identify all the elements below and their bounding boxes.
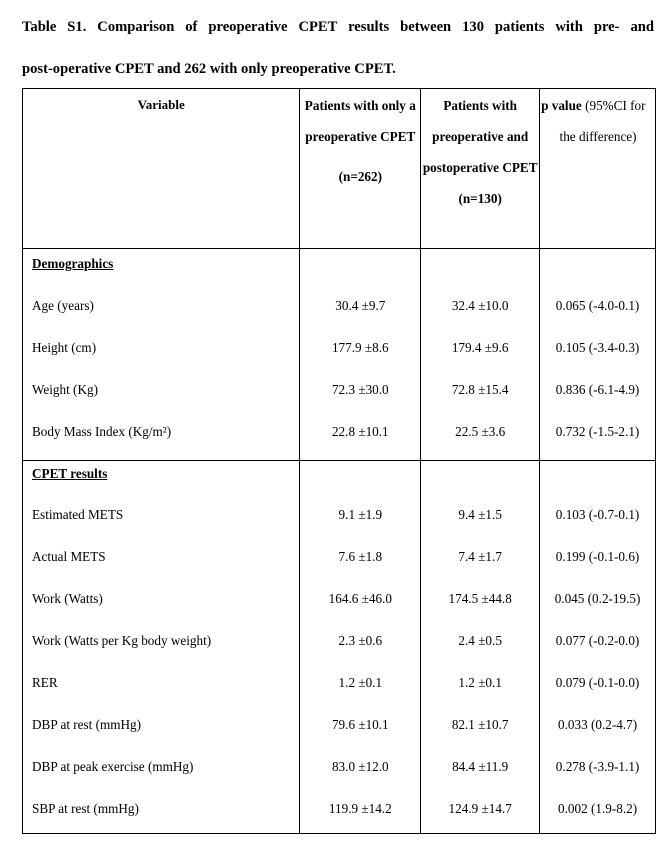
section-demographics — [23, 249, 656, 461]
caption-line-2: post-operative CPET and 262 with only preoperative CPET. — [22, 61, 396, 77]
table-caption — [22, 6, 654, 90]
row-pre-post: 179.4 ±9.6 — [451, 340, 509, 355]
row-pre-post: 32.4 ±10.0 — [451, 298, 509, 313]
row-p-value: 0.002 (1.9-8.2) — [557, 801, 638, 816]
header-only-pre-line: preoperative CPET — [305, 129, 416, 144]
row-p-value: 0.065 (-4.0-0.1) — [555, 298, 640, 313]
header-p-value-ci-2: the difference) — [559, 129, 637, 144]
row-only-pre: 30.4 ±9.7 — [335, 298, 386, 313]
row-variable: DBP at rest (mmHg) — [32, 717, 142, 732]
header-pre-post — [421, 89, 540, 249]
comparison-table — [22, 88, 656, 834]
row-variable: Work (Watts) — [32, 591, 103, 606]
row-p-value: 0.103 (-0.7-0.1) — [555, 507, 640, 522]
row-pre-post: 9.4 ±1.5 — [458, 507, 502, 522]
section-cpet-results — [23, 461, 656, 834]
header-pre-post-line: postoperative CPET — [422, 160, 538, 175]
row-p-value: 0.199 (-0.1-0.6) — [555, 549, 640, 564]
cpet-only-pre-cell — [300, 461, 421, 834]
row-variable: Work (Watts per Kg body weight) — [32, 633, 212, 648]
row-p-value: 0.836 (-6.1-4.9) — [555, 382, 640, 397]
header-p-value-bold: p value — [541, 98, 582, 113]
cpet-pre-post-cell — [421, 461, 540, 834]
row-pre-post: 124.9 ±14.7 — [448, 801, 512, 816]
row-p-value: 0.045 (0.2-19.5) — [554, 591, 641, 606]
row-pre-post: 22.5 ±3.6 — [455, 424, 506, 439]
section-title: CPET results — [32, 466, 108, 481]
header-pre-post-line: Patients with — [443, 98, 517, 113]
caption-line-1: Table S1. Comparison of preoperative CPET results between 130 patients with pre- and — [22, 19, 654, 35]
cpet-variables-cell — [23, 461, 300, 834]
row-variable: Age (years) — [32, 298, 94, 313]
row-pre-post: 174.5 ±44.8 — [448, 591, 512, 606]
row-only-pre: 119.9 ±14.2 — [328, 801, 392, 816]
row-variable: Height (cm) — [32, 340, 97, 355]
demographics-p-cell — [540, 249, 656, 461]
row-only-pre: 79.6 ±10.1 — [331, 717, 389, 732]
row-p-value: 0.079 (-0.1-0.0) — [555, 675, 640, 690]
row-variable: Weight (Kg) — [32, 382, 98, 397]
header-variable: Variable — [23, 89, 300, 249]
section-title: Demographics — [32, 256, 114, 271]
row-p-value: 0.732 (-1.5-2.1) — [555, 424, 640, 439]
row-pre-post: 1.2 ±0.1 — [458, 675, 502, 690]
row-only-pre: 22.8 ±10.1 — [331, 424, 389, 439]
row-p-value: 0.278 (-3.9-1.1) — [555, 759, 640, 774]
header-only-pre-line: Patients with only a — [304, 98, 416, 113]
row-pre-post: 2.4 ±0.5 — [458, 633, 502, 648]
header-p-value-ci: (95%CI for — [581, 98, 646, 113]
row-variable: Estimated METS — [32, 507, 124, 522]
row-p-value: 0.105 (-3.4-0.3) — [555, 340, 640, 355]
demographics-pre-post-cell — [421, 249, 540, 461]
header-only-pre — [300, 89, 421, 249]
header-only-pre-n: (n=262) — [338, 169, 383, 184]
row-variable: Actual METS — [32, 549, 106, 564]
row-variable: DBP at peak exercise (mmHg) — [32, 759, 194, 774]
header-pre-post-n: (n=130) — [458, 191, 502, 206]
row-only-pre: 1.2 ±0.1 — [338, 675, 383, 690]
row-pre-post: 72.8 ±15.4 — [451, 382, 509, 397]
cpet-p-cell — [540, 461, 656, 834]
row-only-pre: 2.3 ±0.6 — [338, 633, 383, 648]
row-only-pre: 9.1 ±1.9 — [338, 507, 383, 522]
row-only-pre: 7.6 ±1.8 — [338, 549, 383, 564]
row-variable: Body Mass Index (Kg/m²) — [32, 424, 172, 439]
row-variable: SBP at rest (mmHg) — [32, 801, 139, 816]
row-pre-post: 7.4 ±1.7 — [458, 549, 502, 564]
row-p-value: 0.077 (-0.2-0.0) — [555, 633, 640, 648]
header-pre-post-line: preoperative and — [432, 129, 529, 144]
header-p-value — [540, 89, 656, 249]
row-only-pre: 164.6 ±46.0 — [328, 591, 392, 606]
row-pre-post: 82.1 ±10.7 — [451, 717, 509, 732]
row-only-pre: 177.9 ±8.6 — [331, 340, 389, 355]
row-p-value: 0.033 (0.2-4.7) — [557, 717, 638, 732]
row-pre-post: 84.4 ±11.9 — [452, 759, 509, 774]
header-row — [23, 89, 656, 249]
row-only-pre: 72.3 ±30.0 — [331, 382, 389, 397]
row-variable: RER — [32, 675, 58, 690]
demographics-variables-cell — [23, 249, 300, 461]
demographics-only-pre-cell — [300, 249, 421, 461]
row-only-pre: 83.0 ±12.0 — [331, 759, 389, 774]
